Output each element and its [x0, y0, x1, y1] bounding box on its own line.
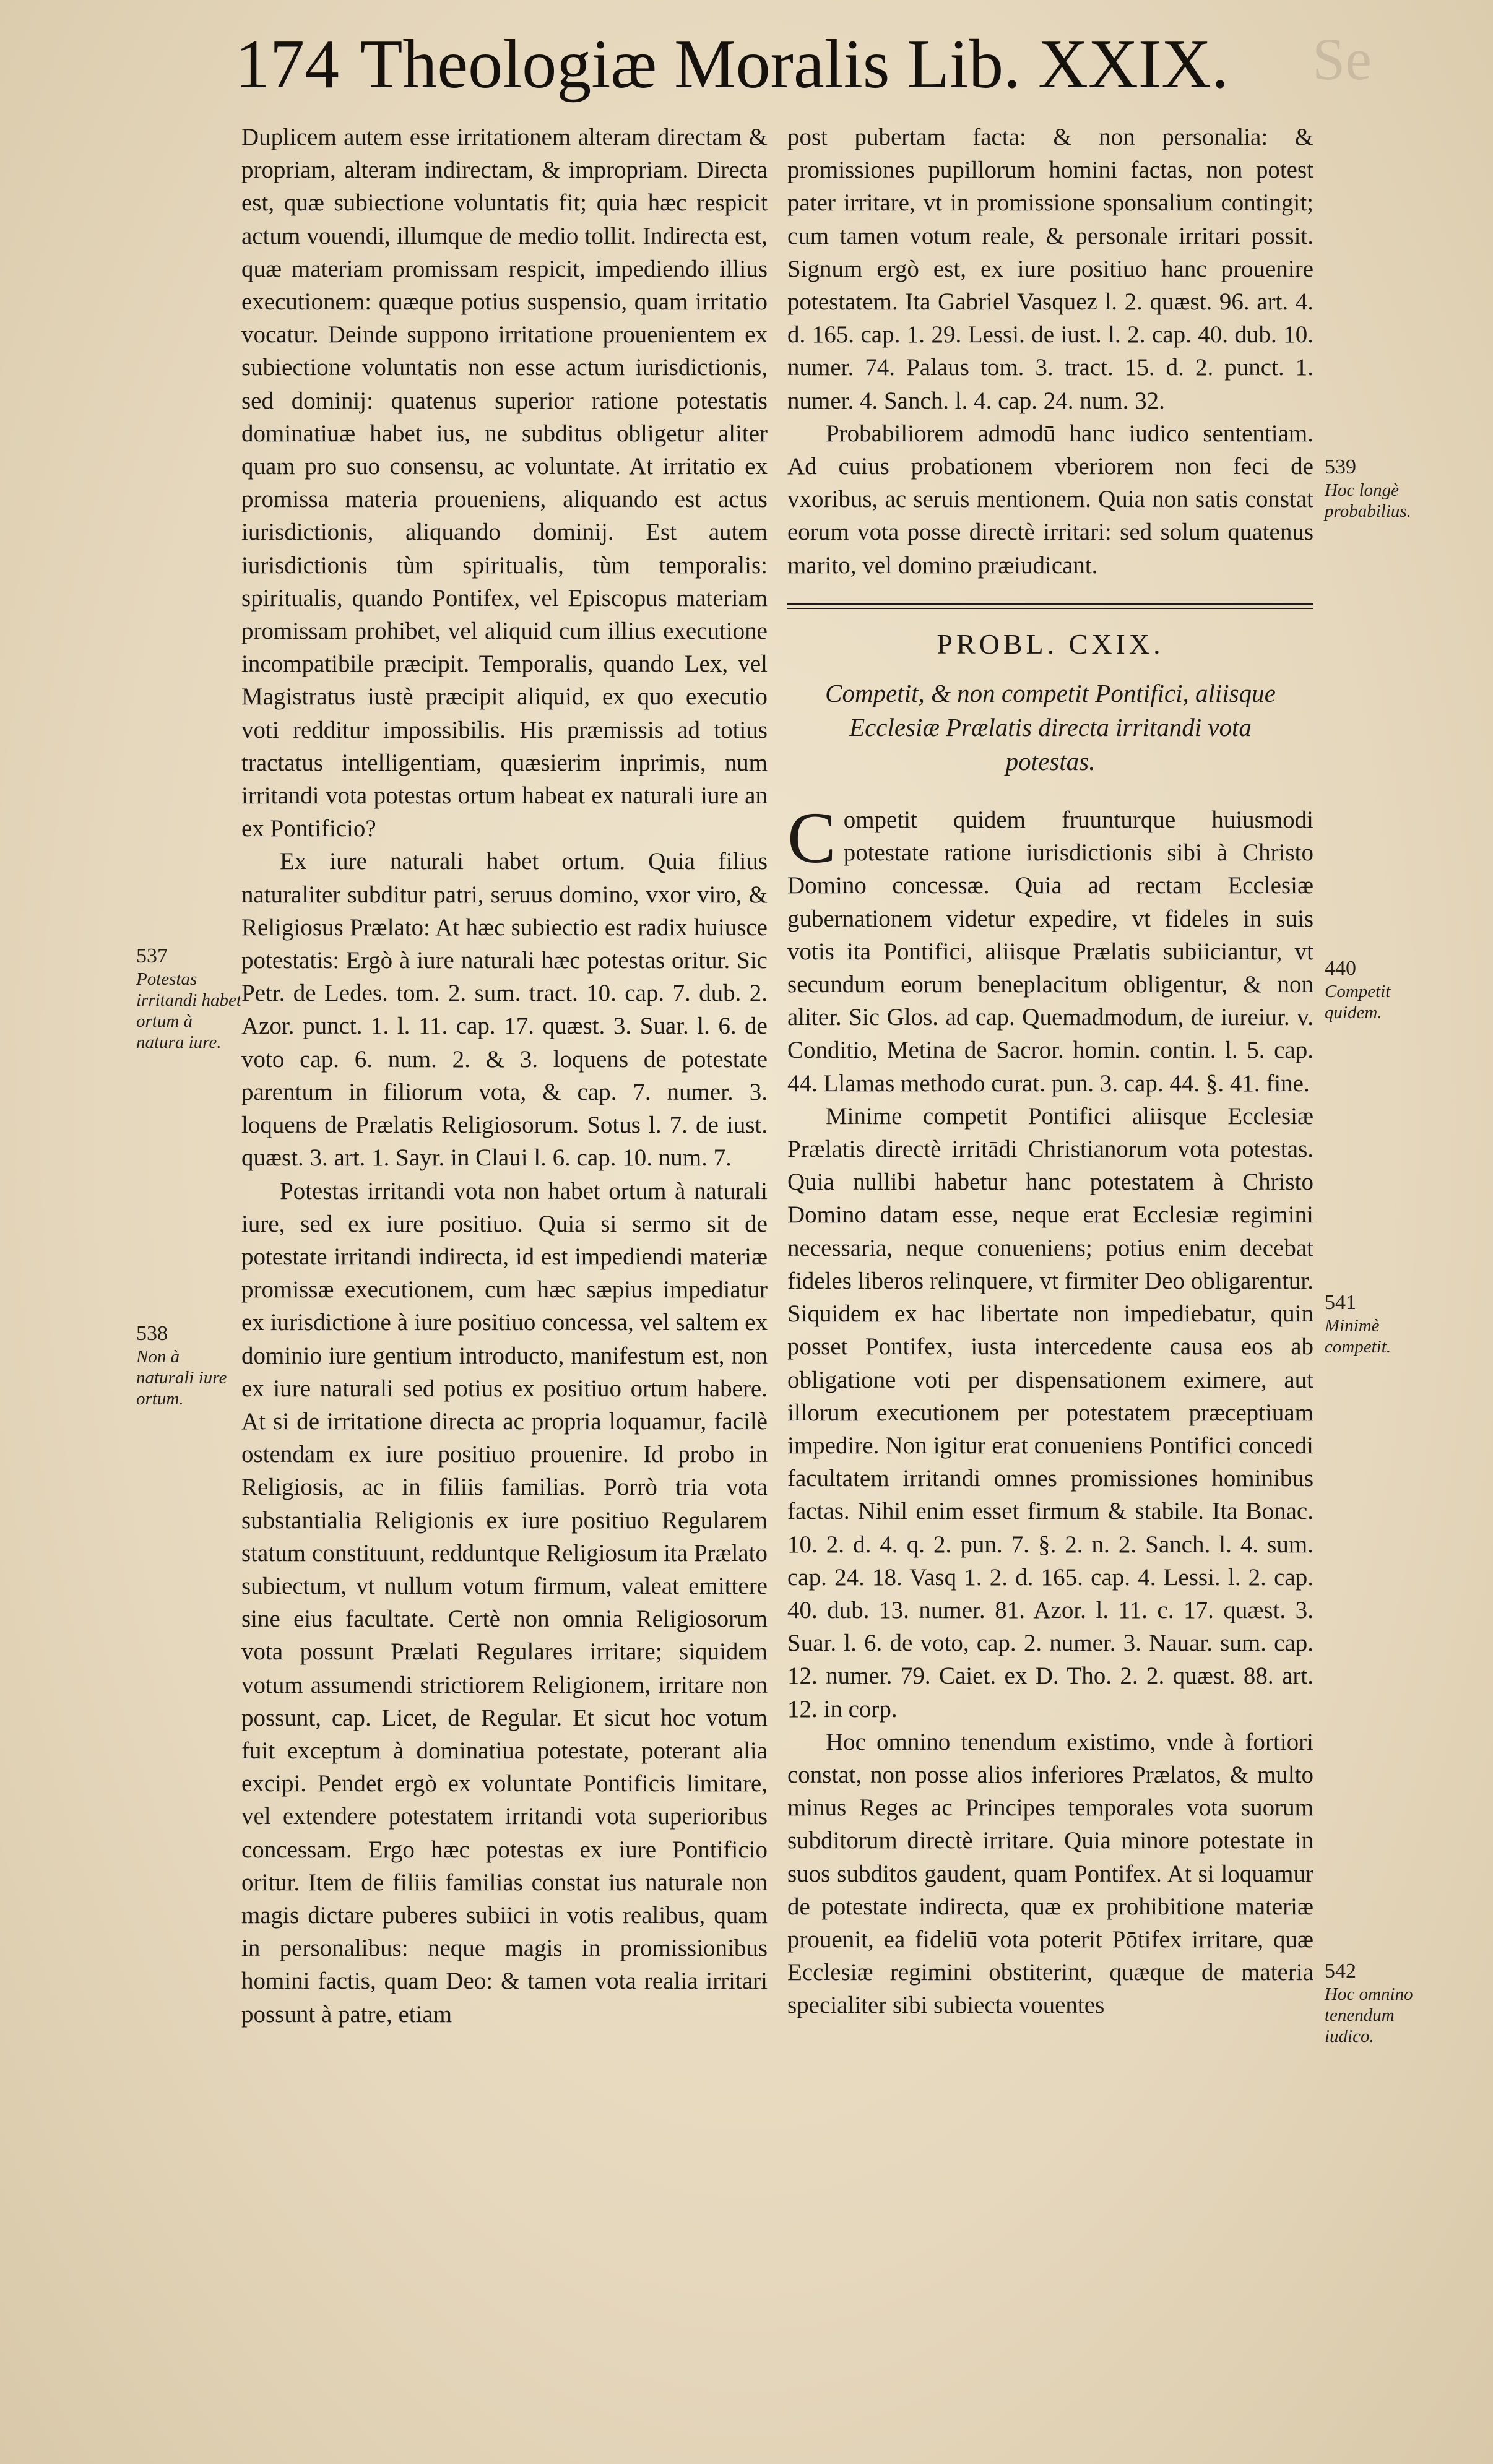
margin-note-number: 538: [136, 1322, 168, 1345]
paragraph: Hoc omnino tenendum existimo, vnde à fortiori constat, non posse alios inferiores Prælatos, & multo minus Reges ac Principes temporales vota suorum subditorum directè irritare. Quia minore potestate in suos subditos gaudent, quam Pontifex. At si loquamur de potestate indirecta, quæ ex prohibitione materiæ prouenit, ea fideliū vota poterit Pōtifex irritare, quæ Ecclesiæ regimini obstiterint, quæque de materia specialiter sibi subiecta vouentes: [787, 1728, 1313, 2019]
margin-note-text: Non à naturali iure ortum.: [136, 1347, 227, 1409]
margin-note-number: 537: [136, 945, 168, 967]
problem-heading: Competit, & non competit Pontifici, aliisque Ecclesiæ Prælatis directa irritandi vota potestas.: [825, 679, 1276, 776]
paragraph: Minime competit Pontifici aliisque Ecclesiæ Prælatis directè irritādi Christianorum vota potestas. Quia nullibi habetur hanc potestatem à Christo Domino datam esse, neque erat Ecclesiæ regimini necessaria, neque conueniens; potius enim decebat fideles liberos relinquere, vt firmiter Deo obligarentur. Siquidem ex hac libertate non impediebatur, quin posset Pontifex, iusta intercedente causa eos ab obligatione voti per dispensationem eximere, aut illorum executionem per potestatem præceptiuam impedire. Non igitur erat conueniens Pontifici concedi facultatem irritandi omnes promissiones hominibus factas. Nihil enim esset firmum & stabile. Ita Bonac. 10. 2. d. 4. q. 2. pun. 7. §. 2. n. 2. Sanch. l. 4. sum. cap. 24. 18. Vasq 1. 2. d. 165. cap. 4. Lessi. l. 2. cap. 40. dub. 13. numer. 81. Azor. l. 11. c. 17. quæst. 3. Suar. l. 6. de voto, cap. 2. numer. 3. Nauar. sum. cap. 12. numer. 79. Caiet. ex D. Tho. 2. 2. quæst. 88. art. 12. in corp.: [787, 1102, 1313, 1723]
bleed-through-text: Se: [1312, 26, 1372, 92]
margin-note-number: 542: [1325, 1960, 1356, 1982]
problem-title: PROBL. CXIX.: [937, 628, 1164, 660]
paragraph-text: ompetit quidem fruunturque huiusmodi potestate ratione iurisdictionis sibi à Christo Domino concessæ. Quia ad rectam Ecclesiæ gubernationem videtur expedire, vt fideles in suis votis ita Pontifici, aliisque Prælatis subiiciantur, vt secundum eorum beneplacitum obligentur, & non aliter. Sic Glos. ad cap. Quemadmodum, de iureiur. v. Conditio, Metina de Sacror. homin. contin. l. 5. cap. 44. Llamas methodo curat. pun. 3. cap. 44. §. 41. fine.: [787, 806, 1313, 1097]
margin-note: [1325, 455, 1417, 522]
margin-note-text: Minimè competit.: [1325, 1316, 1391, 1357]
paragraph: Probabiliorem admodū hanc iudico sententiam. Ad cuius probationem vberiorem non feci de vxoribus, ac seruis mentionem. Quia non satis constat eorum vota posse directè irritari: sed solum quatenus marito, vel domino præiudicant.: [787, 420, 1313, 579]
margin-note-number: 539: [1325, 456, 1356, 478]
right-column: [787, 121, 1313, 2022]
margin-note: [1325, 956, 1417, 1023]
margin-note: [1325, 1290, 1417, 1357]
paragraph-with-dropcap: [787, 797, 1313, 1100]
margin-note-number: 440: [1325, 957, 1356, 980]
margin-note-text: Hoc longè probabilius.: [1325, 480, 1411, 521]
margin-note-text: Competit quidem.: [1325, 982, 1391, 1022]
paragraph: Ex iure naturali habet ortum. Quia filius naturaliter subditur patri, seruus domino, vxor viro, & Religiosus Prælato: At hæc subiectio est radix huiusce potestatis: Ergò à iure naturali hæc potestas oritur. Sic Petr. de Ledes. tom. 2. sum. tract. 10. cap. 7. dub. 2. Azor. punct. 1. l. 11. cap. 17. quæst. 3. Suar. l. 6. de voto cap. 6. num. 2. & 3. loquens de potestate parentum in filiorum vota, & cap. 7. numer. 3. loquens de Prælatis Religiosorum. Sotus l. 7. de iust. quæst. 3. art. 1. Sayr. in Claui l. 6. cap. 10. num. 7.: [241, 848, 768, 1172]
running-title: Theologiæ Moralis Lib. XXIX.: [360, 26, 1229, 103]
margin-note-number: 541: [1325, 1291, 1356, 1314]
margin-note-text: Hoc omnino tenendum iudico.: [1325, 1984, 1413, 2046]
paragraph: Duplicem autem esse irritationem alteram directam & propriam, alteram indirectam, & impropriam. Directa est, quæ subiectione voluntatis fit; quia hæc respicit actum vouendi, illumque de medio tollit. Indirecta est, quæ materiam promissam respicit, impediendo illius executionem: quæque potius suspensio, quam irritatio vocatur. Deinde suppono irritatione prouenientem ex subiectione voluntatis non esse actum iurisdictionis, sed dominij: quatenus superior ratione potestatis dominatiuæ habet ius, ne subditus obligetur aliter quam pro suo consensu, ac voluntate. At irritatio ex promissa materia proueniens, aliquando est actus iurisdictionis, aliquando dominij. Est autem iurisdictionis tùm spiritualis, tùm temporalis: spiritualis, quando Pontifex, vel Episcopus materiam promissam prohibet, vel aliquid cum illius executione incompatibile præcipit. Temporalis, quando Lex, vel Magistratus iustè præcipit aliquid, ex quo executio voti redditur impossibilis. His præmissis ad totius tractatus intelligentiam, quæsierim inprimis, num irritandi vota potestas ortum habeat ex naturali iure an ex Pontificio?: [241, 124, 768, 842]
paragraph: post pubertam facta: & non personalia: & promissiones pupillorum homini factas, non potest pater irritare, vt in promissione sponsalium contingit; cum tamen votum reale, & personale irritari possit. Signum ergò est, ex iure positiuo hanc prouenire potestatem. Ita Gabriel Vasquez l. 2. quæst. 96. art. 4. d. 165. cap. 1. 29. Lessi. de iust. l. 2. cap. 40. dub. 10. numer. 74. Palaus tom. 3. tract. 15. d. 2. punct. 1. numer. 4. Sanch. l. 4. cap. 24. num. 32.: [787, 124, 1313, 414]
margin-note: [1325, 1959, 1417, 2047]
section-divider: [787, 603, 1313, 609]
paragraph: Potestas irritandi vota non habet ortum à naturali iure, sed ex iure positiuo. Quia si sermo sit de potestate irritandi indirecta, id est impediendi materiæ promissæ executionem, cum hæc sæpius impediatur ex iurisdictione à iure positiuo concessa, vel saltem ex dominio iure gentium introducto, manifestum est, non ex iure naturali sed potius ex positiuo ortum habere. At si de irritatione directa ac propria loquamur, facilè ostendam ex iure positiuo prouenire. Id probo in Religiosis, ac in filiis familias. Porrò tria vota substantialia Religionis ex iure positiuo Regularem statum constituunt, redduntque Religiosum ita Prælato subiectum, vt nullum votum firmum, valeat emittere sine eius facultate. Certè non omnia Religiosorum vota possunt Prælati Regulares irritare; siquidem votum assumendi strictiorem Religionem, irritare non possunt, cap. Licet, de Regular. Et sicut hoc votum fuit exceptum à dominatiua potestate, poterant alia excipi. Pendet ergò ex voluntate Pontificis limitare, vel extendere potestatem irritandi vota superioribus concessam. Ergo hæc potestas ex iure Pontificio oritur. Item de filiis familias constat ius naturale non magis dictare puberes subiici in votis realibus, quam in personalibus: neque magis in promissionibus homini factis, quam Deo: & tamen vota realia irritari possunt à patre, etiam: [241, 1177, 768, 2028]
left-column: [241, 121, 768, 2031]
margin-note: [136, 944, 241, 1053]
running-header: [235, 25, 1263, 118]
page-number: 174: [235, 26, 339, 103]
margin-note-text: Potestas irritandi habet ortum à natura iure.: [136, 969, 241, 1052]
drop-cap: C: [787, 797, 836, 879]
margin-note: [136, 1321, 241, 1409]
